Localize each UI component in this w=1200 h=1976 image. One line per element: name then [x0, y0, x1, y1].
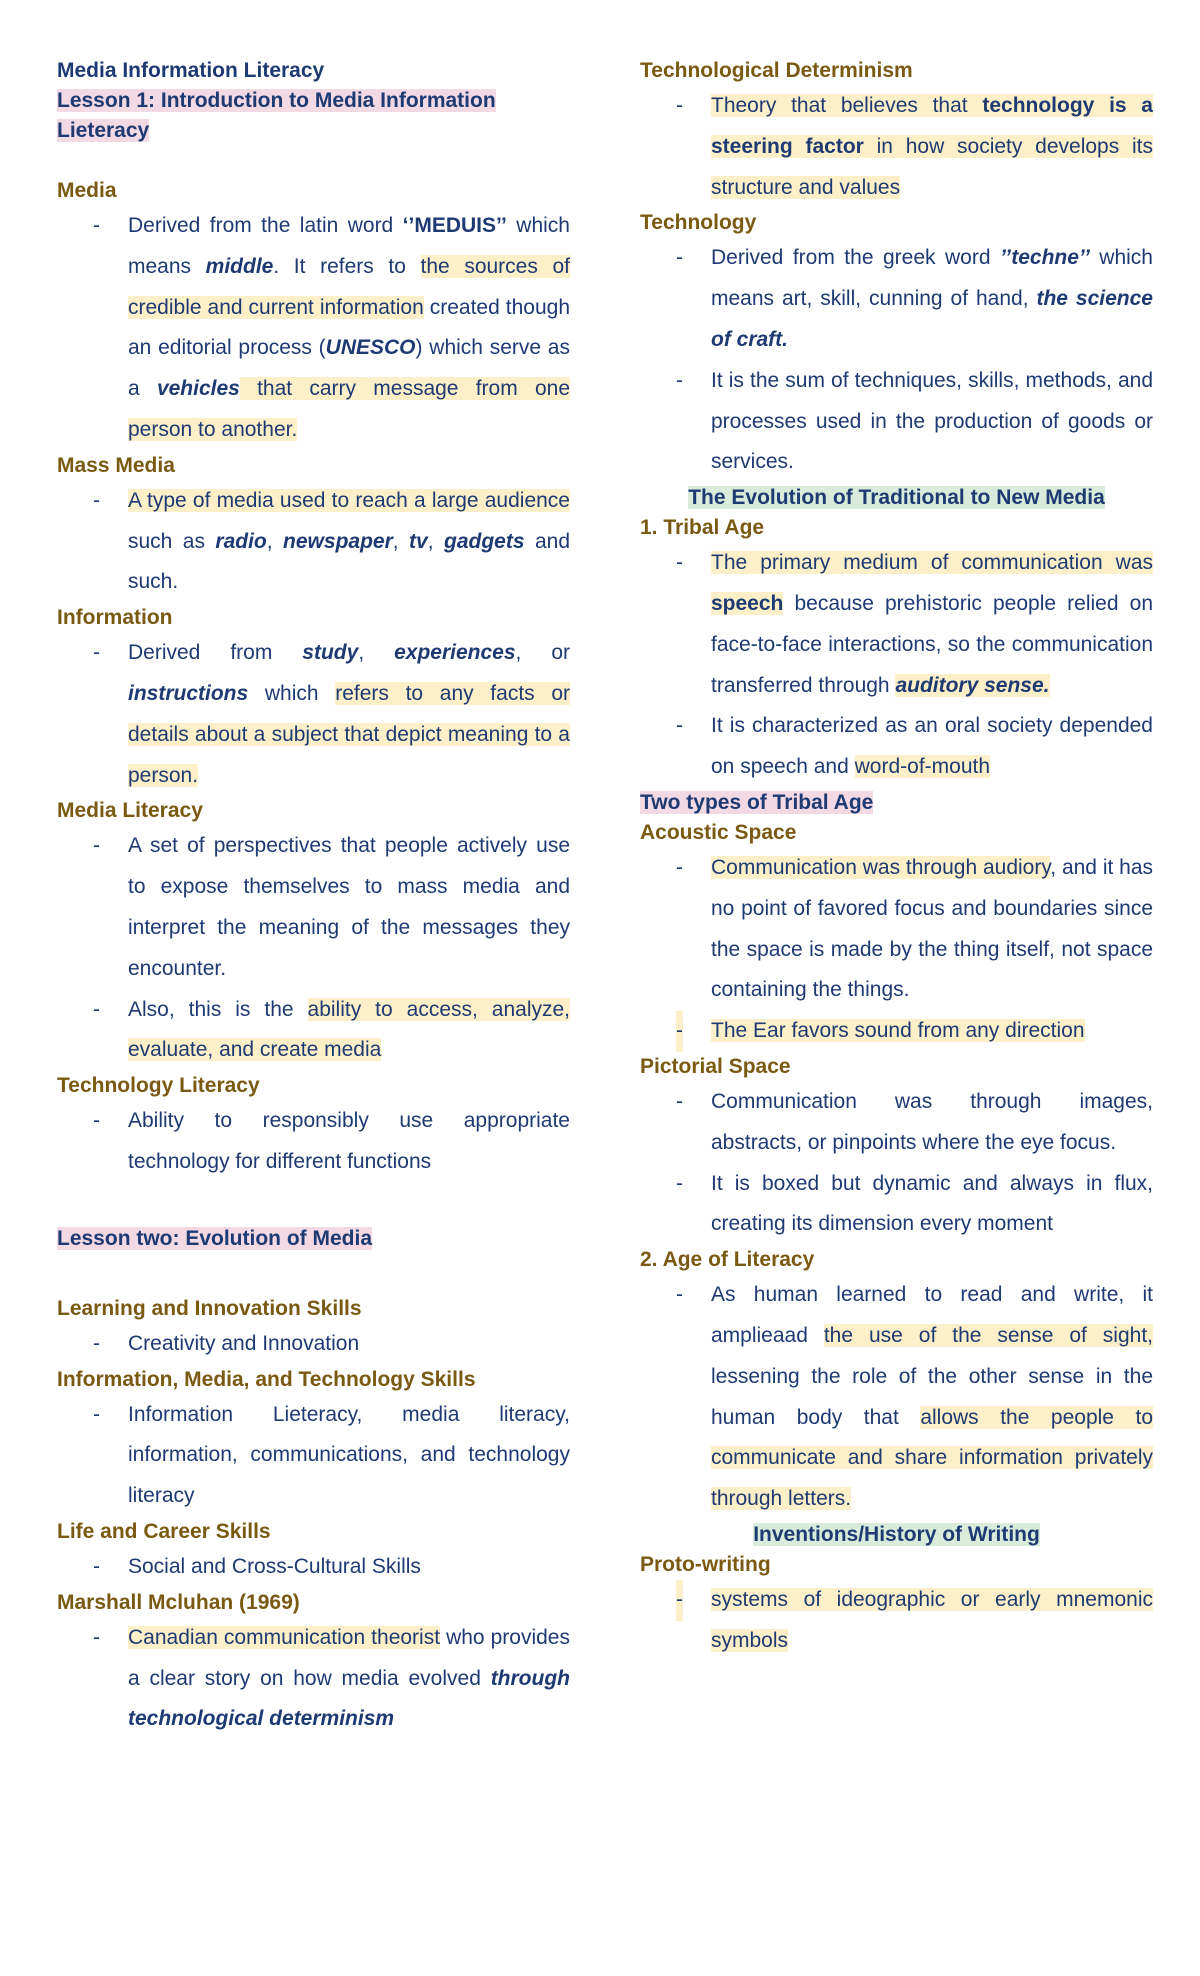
proto-writing-item: - systems of ideographic or early mnemonic symbols: [640, 1580, 1153, 1662]
tech-determinism-heading: Technological Determinism: [640, 59, 913, 82]
acoustic-space-heading: Acoustic Space: [640, 820, 797, 844]
information-heading: Information: [57, 606, 173, 630]
age-of-literacy-bullets: [640, 1275, 1153, 1520]
two-types-heading: Two types of Tribal Age: [640, 790, 874, 814]
technology-literacy-heading: Technology Literacy: [57, 1074, 260, 1098]
media-definition: - Derived from the latin word ‘’MEDUIS’’ which means middle. It refers to the sources of credible and current information created though an editorial process (UNESCO) which serve as a vehicles that carry message from one person to another.: [57, 206, 570, 451]
learning-skills-item: - Creativity and Innovation: [57, 1324, 570, 1365]
right-column: [640, 56, 1153, 1662]
mass-media-definition: - A type of media used to reach a large audience such as radio, newspaper, tv, gadgets and such.: [57, 481, 570, 603]
left-column: [57, 56, 570, 1740]
lesson-2-title: Lesson two: Evolution of Media: [57, 1226, 372, 1250]
mcluhan-heading: Marshall Mcluhan (1969): [57, 1590, 300, 1614]
evolution-title: The Evolution of Traditional to New Media: [688, 486, 1105, 510]
imt-skills-heading: Information, Media, and Technology Skills: [57, 1367, 476, 1391]
information-definition: - Derived from study, experiences, or instructions which refers to any facts or details about a subject that depict meaning to a person.: [57, 633, 570, 796]
tech-determinism-item: - Theory that believes that technology is a steering factor in how society develops its structure and values: [640, 86, 1153, 208]
mass-media-bullets: [57, 481, 570, 603]
technology-heading: Technology: [640, 211, 757, 235]
media-literacy-heading: Media Literacy: [57, 799, 203, 823]
mass-media-heading: Mass Media: [57, 453, 175, 477]
learning-skills-bullets: [57, 1324, 570, 1365]
pictorial-space-heading: Pictorial Space: [640, 1054, 791, 1078]
tribal-age-oral: - It is characterized as an oral society depended on speech and word-of-mouth: [640, 706, 1153, 788]
mcluhan-bullets: [57, 1618, 570, 1740]
life-career-heading: Life and Career Skills: [57, 1519, 271, 1543]
lesson-1-title: Lesson 1: Introduction to Media Information Lieteracy: [57, 89, 496, 142]
pictorial-space-item: - Communication was through images, abstracts, or pinpoints where the eye focus.: [640, 1082, 1153, 1164]
age-of-literacy-heading: 2. Age of Literacy: [640, 1248, 815, 1272]
technology-definition: - Derived from the greek word ’’techne’’ which means art, skill, cunning of hand, the science of craft.: [640, 238, 1153, 360]
imt-skills-item: - Information Lieteracy, media literacy, information, communications, and technology literacy: [57, 1395, 570, 1517]
technology-literacy-bullets: [57, 1101, 570, 1183]
learning-skills-heading: Learning and Innovation Skills: [57, 1296, 362, 1320]
pictorial-boxed-item: - It is boxed but dynamic and always in flux, creating its dimension every moment: [640, 1164, 1153, 1246]
acoustic-ear-item: - The Ear favors sound from any direction: [640, 1011, 1153, 1052]
inventions-title: Inventions/History of Writing: [753, 1522, 1040, 1546]
media-literacy-ability: - Also, this is the ability to access, analyze, evaluate, and create media: [57, 990, 570, 1072]
tech-determinism-bullets: [640, 86, 1153, 208]
technology-bullets: [640, 238, 1153, 483]
age-of-literacy-item: - As human learned to read and write, it amplieaad the use of the sense of sight, lessening the role of the other sense in the human body that allows the people to communicate and share information privately through letters.: [640, 1275, 1153, 1520]
tribal-age-medium: - The primary medium of communication was speech because prehistoric people relied on face-to-face interactions, so the communication transferred through auditory sense.: [640, 543, 1153, 706]
technology-sum: - It is the sum of techniques, skills, methods, and processes used in the production of goods or services.: [640, 361, 1153, 483]
technology-literacy-definition: - Ability to responsibly use appropriate technology for different functions: [57, 1101, 570, 1183]
proto-writing-bullets: [640, 1580, 1153, 1662]
media-bullets: [57, 206, 570, 451]
life-career-item: - Social and Cross-Cultural Skills: [57, 1547, 570, 1588]
tribal-age-heading: 1. Tribal Age: [640, 516, 765, 540]
imt-skills-bullets: [57, 1395, 570, 1517]
media-literacy-definition: - A set of perspectives that people actively use to expose themselves to mass media and interpret the meaning of the messages they encounter.: [57, 826, 570, 989]
life-career-bullets: [57, 1547, 570, 1588]
information-bullets: [57, 633, 570, 796]
tribal-age-bullets: [640, 543, 1153, 788]
acoustic-space-bullets: [640, 848, 1153, 1052]
media-literacy-bullets: [57, 826, 570, 1071]
mcluhan-item: - Canadian communication theorist who provides a clear story on how media evolved through technological determinism: [57, 1618, 570, 1740]
document-title: Media Information Literacy: [57, 59, 325, 82]
media-heading: Media: [57, 179, 117, 202]
proto-writing-heading: Proto-writing: [640, 1552, 771, 1576]
acoustic-space-item: - Communication was through audiory, and it has no point of favored focus and boundaries since the space is made by the thing itself, not space containing the things.: [640, 848, 1153, 1011]
pictorial-space-bullets: [640, 1082, 1153, 1245]
